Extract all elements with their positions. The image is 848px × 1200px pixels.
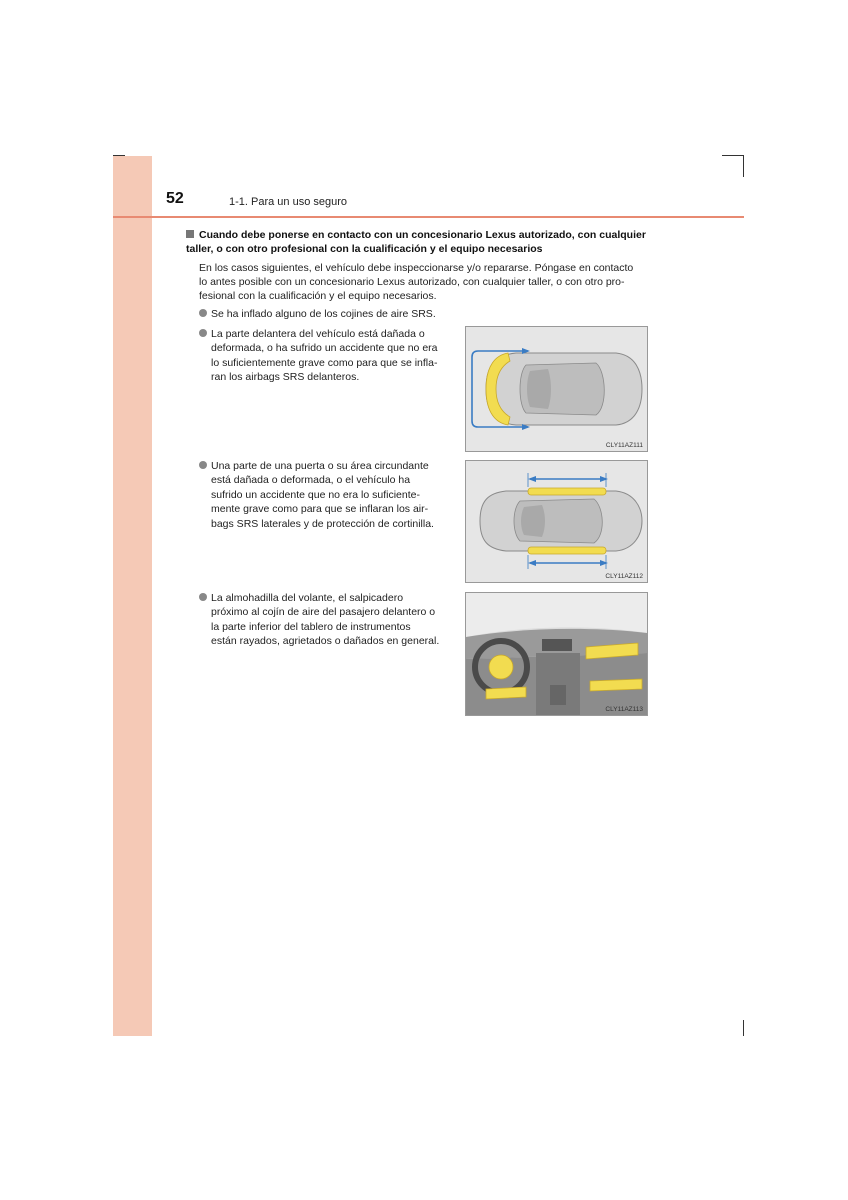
heading-line-1: Cuando debe ponerse en contacto con un concesionario Lexus autorizado, con cualquier — [199, 229, 646, 241]
heading-line-2: taller, o con otro profesional con la cualificación y el equipo necesarios — [186, 243, 543, 255]
figure-code: CLY11AZ113 — [605, 706, 643, 713]
bullet-4-line-3: la parte inferior del tablero de instrumentos — [211, 620, 411, 633]
bullet-4-line-2: próximo al cojín de aire del pasajero delantero o — [211, 606, 436, 619]
figure-code: CLY11AZ111 — [605, 442, 643, 449]
heading — [186, 228, 668, 256]
bullet-2-line-3: lo suficientemente grave como para que se infla- — [211, 356, 438, 369]
bullet-3-line-1: Una parte de una puerta o su área circundante — [211, 460, 429, 472]
bullet-4-line-1: La almohadilla del volante, el salpicadero — [211, 592, 404, 604]
bullet-2-line-1: La parte delantera del vehículo está dañada o — [211, 328, 425, 340]
figure-side-damage — [465, 460, 648, 583]
crop-mark-top-right-h — [722, 155, 744, 156]
bullet-3-line-2: está dañada o deformada, o el vehículo ha — [211, 474, 411, 487]
intro-line-2: lo antes posible con un concesionario Lexus autorizado, con cualquier taller, o con otro pro- — [199, 276, 625, 288]
bullet-3-line-5: bags SRS laterales y de protección de cortinilla. — [211, 517, 434, 530]
bullet-3-line-3: sufrido un accidente que no era lo suficiente- — [211, 488, 420, 501]
bullet-2 — [199, 327, 451, 385]
bullet-2-line-2: deformada, o ha sufrido un accidente que no era — [211, 342, 438, 355]
bullet-1 — [199, 307, 459, 321]
bullet-1-line-1: Se ha inflado alguno de los cojines de aire SRS. — [211, 308, 436, 320]
bullet-3-line-4: mente grave como para que se inflaran los air- — [211, 503, 429, 516]
header-rule — [113, 216, 744, 218]
bullet-3 — [199, 459, 451, 531]
bullet-2-line-4: ran los airbags SRS delanteros. — [211, 371, 360, 384]
car-top-view-front-illustration — [466, 327, 647, 451]
bullet-dot-icon — [199, 461, 207, 469]
intro-line-3: fesional con la cualificación y el equipo necesarios. — [199, 290, 437, 302]
bullet-dot-icon — [199, 593, 207, 601]
dashboard-interior-illustration — [466, 593, 647, 715]
figure-code: CLY11AZ112 — [605, 573, 643, 580]
figure-front-damage — [465, 326, 648, 452]
bullet-4-line-4: están rayados, agrietados o dañados en general. — [211, 635, 440, 648]
bullet-4 — [199, 591, 451, 649]
crop-mark-bottom-right — [743, 1020, 744, 1036]
car-top-view-side-illustration — [466, 461, 647, 582]
bullet-dot-icon — [199, 309, 207, 317]
bullet-dot-icon — [199, 329, 207, 337]
page-number: 52 — [166, 190, 184, 207]
crop-mark-top-left — [113, 155, 125, 156]
figure-dashboard-damage — [465, 592, 648, 716]
intro-paragraph — [199, 261, 667, 303]
side-color-band — [113, 156, 152, 1036]
intro-line-1: En los casos siguientes, el vehículo debe inspeccionarse y/o repararse. Póngase en contacto — [199, 262, 634, 274]
square-bullet-icon — [186, 230, 194, 238]
section-title: 1-1. Para un uso seguro — [229, 196, 348, 208]
crop-mark-top-right-v — [743, 155, 744, 177]
